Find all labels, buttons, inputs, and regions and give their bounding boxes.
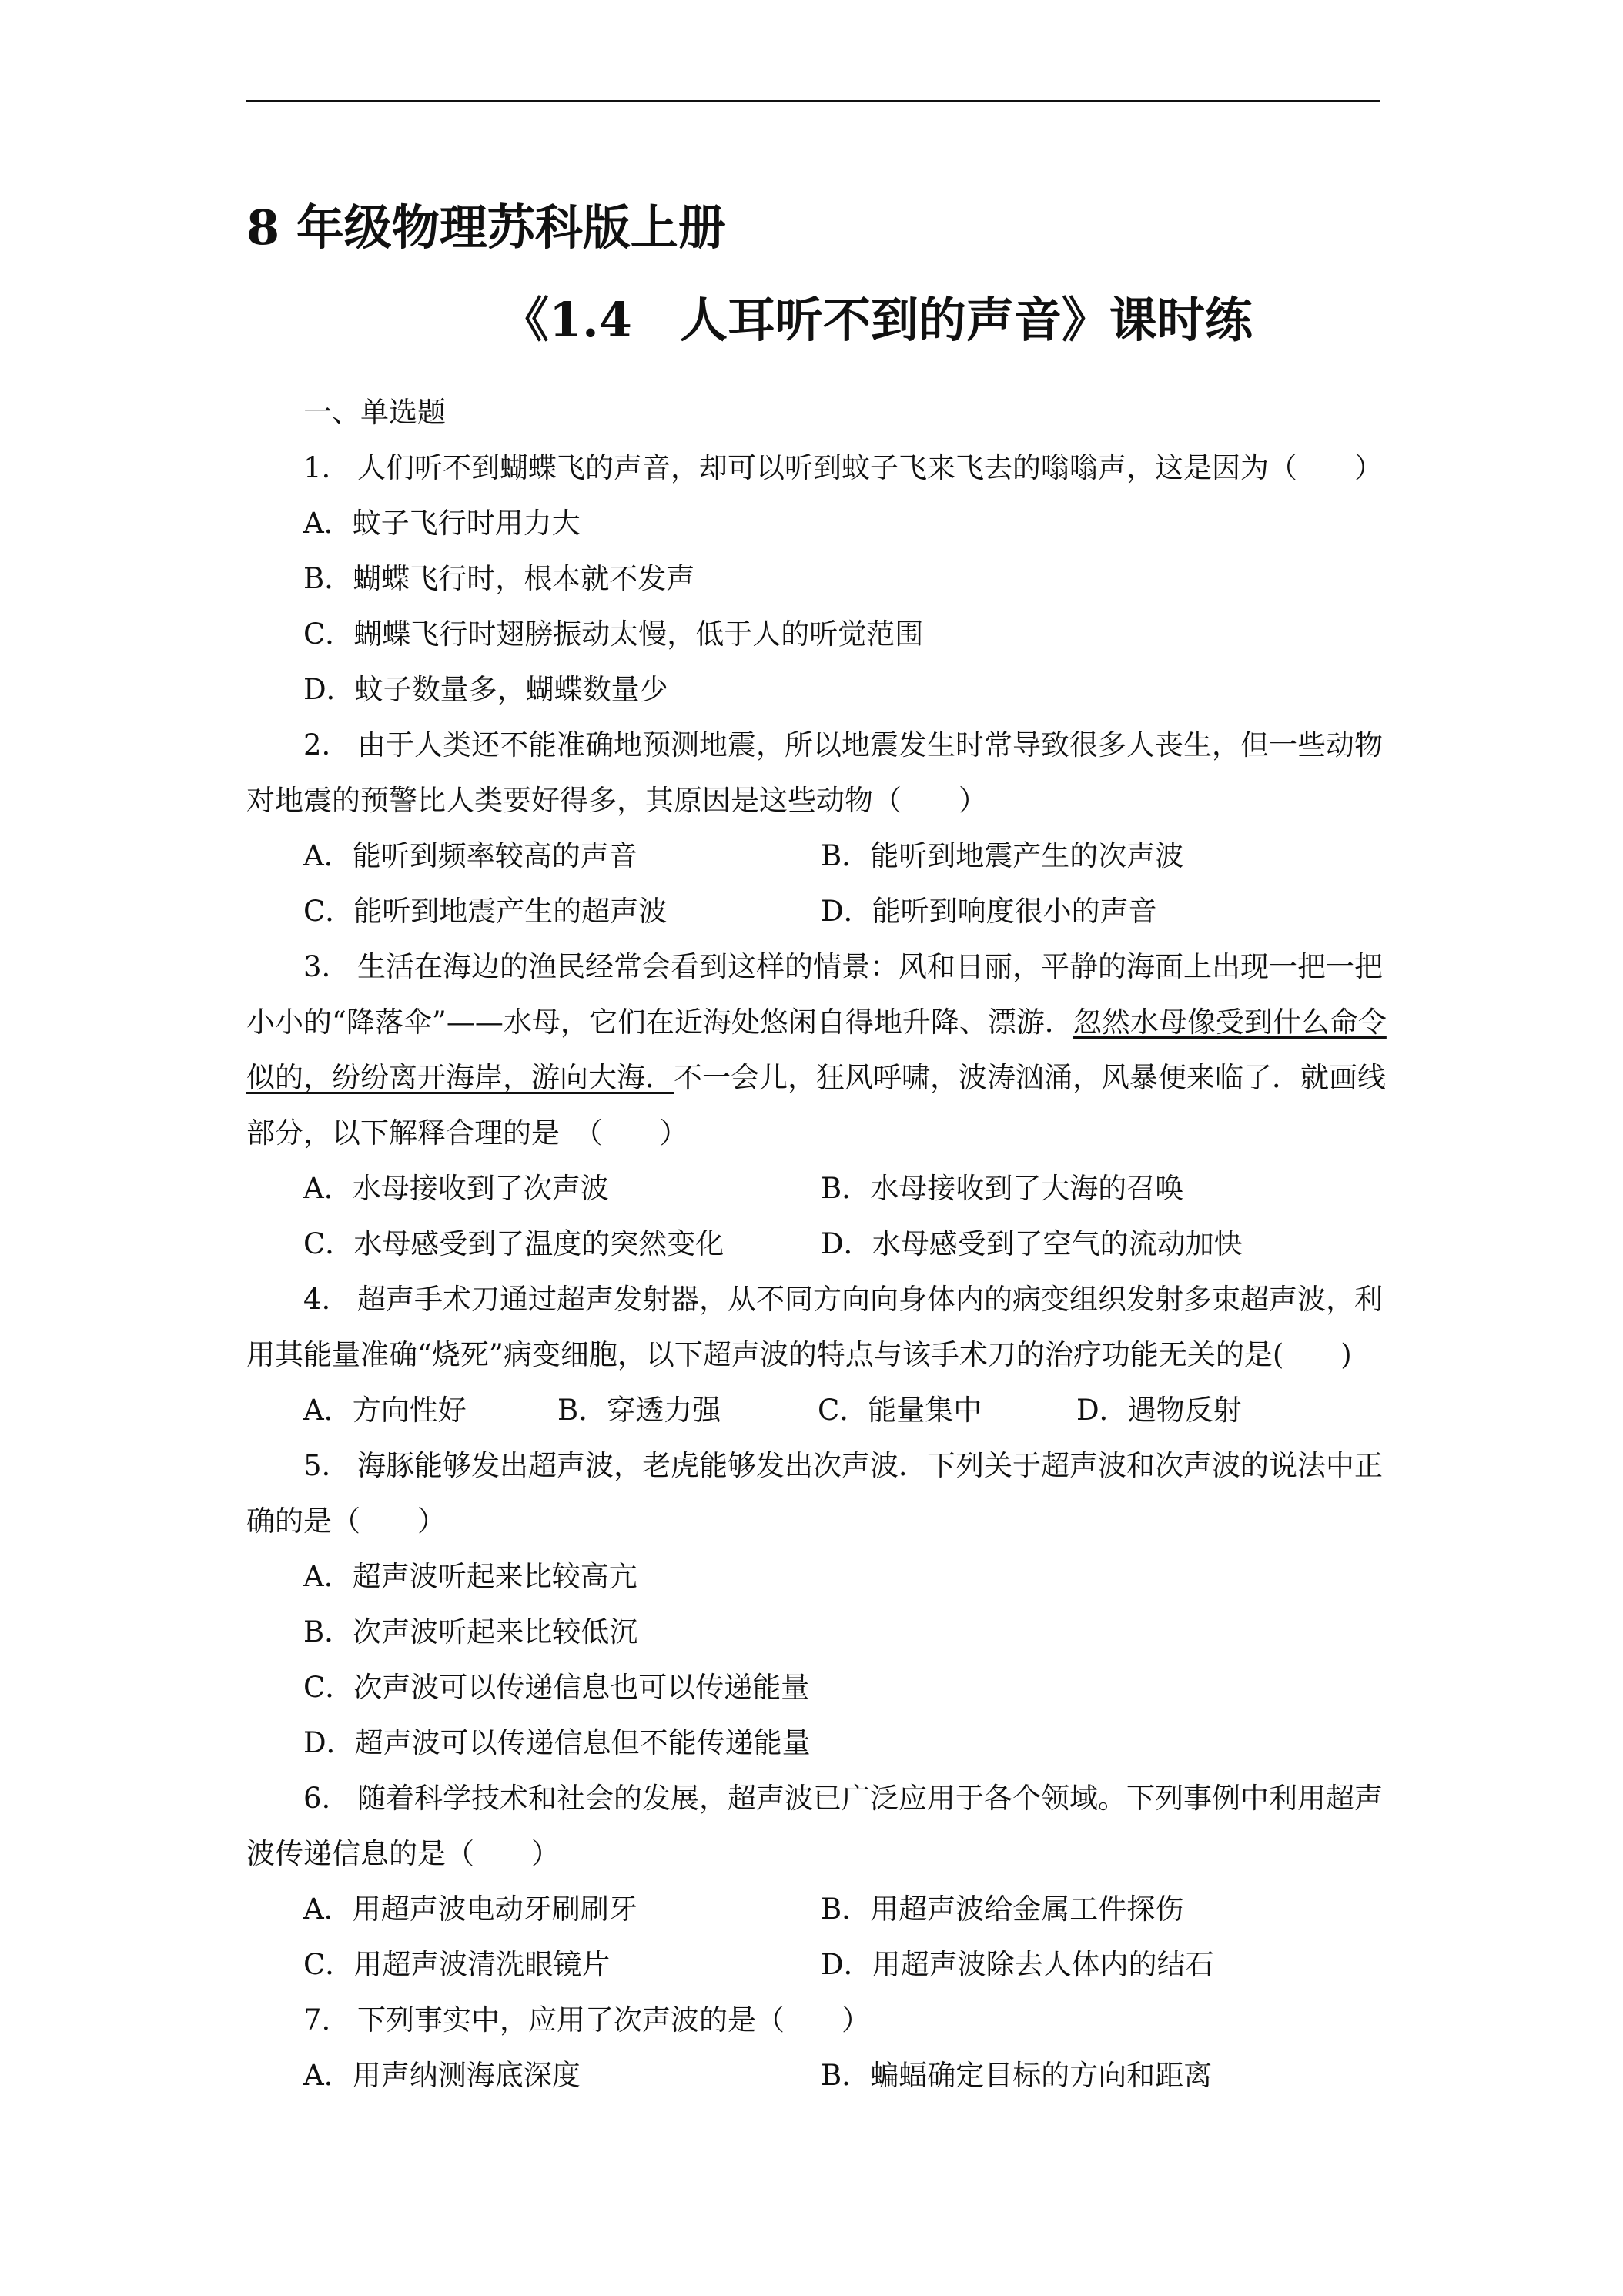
question-5-option-c: C．次声波可以传递信息也可以传递能量 xyxy=(303,1671,810,1704)
question-3-stem-line-3 xyxy=(246,1050,1386,1106)
question-5-option-d: D．超声波可以传递信息但不能传递能量 xyxy=(303,1726,811,1759)
question-number: 3. xyxy=(303,950,331,983)
question-2-option-b: B．能听到地震产生的次声波 xyxy=(821,839,1184,872)
question-text: 不一会儿，狂风呼啸，波涛汹涌，风暴便来临了．就画线 xyxy=(674,1061,1386,1094)
question-7-option-b: B．蝙蝠确定目标的方向和距离 xyxy=(821,2059,1213,2092)
question-text: 小小的“降落伞”——水母，它们在近海处悠闲自得地升降、漂游． xyxy=(246,1006,1073,1039)
question-number: 6. xyxy=(303,1782,331,1815)
question-5-stem-line-1 xyxy=(246,1438,1382,1494)
question-6-option-d: D．用超声波除去人体内的结石 xyxy=(821,1948,1214,1981)
question-6-option-a: A．用超声波电动牙刷刷牙 xyxy=(303,1893,637,1926)
question-2-options-row-2 xyxy=(246,884,1382,939)
question-5-option-b: B．次声波听起来比较低沉 xyxy=(303,1615,638,1648)
question-6-options-row-2 xyxy=(246,1937,1382,1993)
question-2-option-a: A．能听到频率较高的声音 xyxy=(303,839,637,872)
question-2-stem-line-1 xyxy=(246,718,1382,773)
question-number: 7. xyxy=(303,2003,331,2037)
question-4-option-d: D．遇物反射 xyxy=(1076,1394,1242,1427)
question-text: 人们听不到蝴蝶飞的声音，却可以听到蚊子飞来飞去的嗡嗡声，这是因为（ ） xyxy=(357,451,1383,484)
question-6-options-row-1 xyxy=(246,1882,1382,1937)
question-4-option-a: A．方向性好 xyxy=(303,1394,467,1427)
question-7-option-a: A．用声纳测海底深度 xyxy=(303,2059,581,2092)
question-6-stem-line-1 xyxy=(246,1771,1382,1826)
question-3-options-row-2 xyxy=(246,1217,1382,1272)
question-number: 4. xyxy=(303,1283,331,1316)
question-2-option-c: C．能听到地震产生的超声波 xyxy=(303,895,668,928)
worksheet-body xyxy=(246,385,1387,2104)
question-7-options-row-1 xyxy=(246,2048,1382,2104)
question-3-options-row-1 xyxy=(246,1161,1382,1217)
question-2-options-row-1 xyxy=(246,828,1382,884)
question-5-option-a: A．超声波听起来比较高亢 xyxy=(303,1560,637,1593)
question-3-option-d: D．水母感受到了空气的流动加快 xyxy=(821,1227,1243,1260)
question-4-stem-line-1 xyxy=(246,1272,1382,1327)
question-6-option-b: B．用超声波给金属工件探伤 xyxy=(821,1893,1184,1926)
question-3-stem-line-1 xyxy=(246,939,1382,995)
question-number: 5. xyxy=(303,1449,331,1482)
question-4-option-c: C．能量集中 xyxy=(818,1394,982,1427)
question-3-stem-line-2 xyxy=(246,995,1387,1050)
question-7-stem xyxy=(246,1993,1382,2048)
section-heading: 一、单选题 xyxy=(303,396,446,429)
question-text: 超声手术刀通过超声发射器，从不同方向向身体内的病变组织发射多束超声波，利 xyxy=(357,1283,1383,1316)
header-rule xyxy=(246,100,1380,102)
question-1-option-c: C．蝴蝶飞行时翅膀振动太慢，低于人的听觉范围 xyxy=(303,618,924,651)
question-1-option-b: B．蝴蝶飞行时，根本就不发声 xyxy=(303,562,695,595)
question-3-option-b: B．水母接收到了大海的召唤 xyxy=(821,1172,1184,1205)
question-text: 下列事实中，应用了次声波的是（ ） xyxy=(357,2003,870,2037)
question-3-option-a: A．水母接收到了次声波 xyxy=(303,1172,609,1205)
question-3-option-c: C．水母感受到了温度的突然变化 xyxy=(303,1227,724,1260)
question-3-stem-line-4: 部分，以下解释合理的是 （ ） xyxy=(246,1116,688,1150)
question-4-options-row xyxy=(246,1383,1382,1438)
question-number: 2. xyxy=(303,728,331,761)
question-number: 1. xyxy=(303,451,331,484)
question-text: 由于人类还不能准确地预测地震，所以地震发生时常导致很多人丧生，但一些动物 xyxy=(357,728,1383,761)
underlined-passage: 忽然水母像受到什么命令 xyxy=(1073,1006,1387,1039)
question-2-option-d: D．能听到响度很小的声音 xyxy=(821,895,1157,928)
question-1-option-a: A．蚊子飞行时用力大 xyxy=(303,507,581,540)
document-title: 8 年级物理苏科版上册 xyxy=(246,199,726,256)
question-5-stem-line-2: 确的是（ ） xyxy=(246,1504,446,1538)
question-2-stem-line-2: 对地震的预警比人类要好得多，其原因是这些动物（ ） xyxy=(246,784,987,817)
question-4-stem-line-2: 用其能量准确“烧死”病变细胞，以下超声波的特点与该手术刀的治疗功能无关的是( ) xyxy=(246,1338,1352,1371)
question-text: 生活在海边的渔民经常会看到这样的情景：风和日丽，平静的海面上出现一把一把 xyxy=(357,950,1383,983)
lesson-title: 《1.4 人耳听不到的声音》课时练 xyxy=(501,292,1253,348)
underlined-passage: 似的，纷纷离开海岸，游向大海． xyxy=(246,1061,674,1094)
question-6-stem-line-2: 波传递信息的是（ ） xyxy=(246,1837,560,1870)
question-1-option-d: D．蚊子数量多，蝴蝶数量少 xyxy=(303,673,668,706)
question-text: 随着科学技术和社会的发展，超声波已广泛应用于各个领域。下列事例中利用超声 xyxy=(357,1782,1383,1815)
question-text: 海豚能够发出超声波，老虎能够发出次声波．下列关于超声波和次声波的说法中正 xyxy=(357,1449,1383,1482)
question-6-option-c: C．用超声波清洗眼镜片 xyxy=(303,1948,611,1981)
question-4-option-b: B．穿透力强 xyxy=(557,1394,721,1427)
question-1-stem xyxy=(246,440,1382,496)
